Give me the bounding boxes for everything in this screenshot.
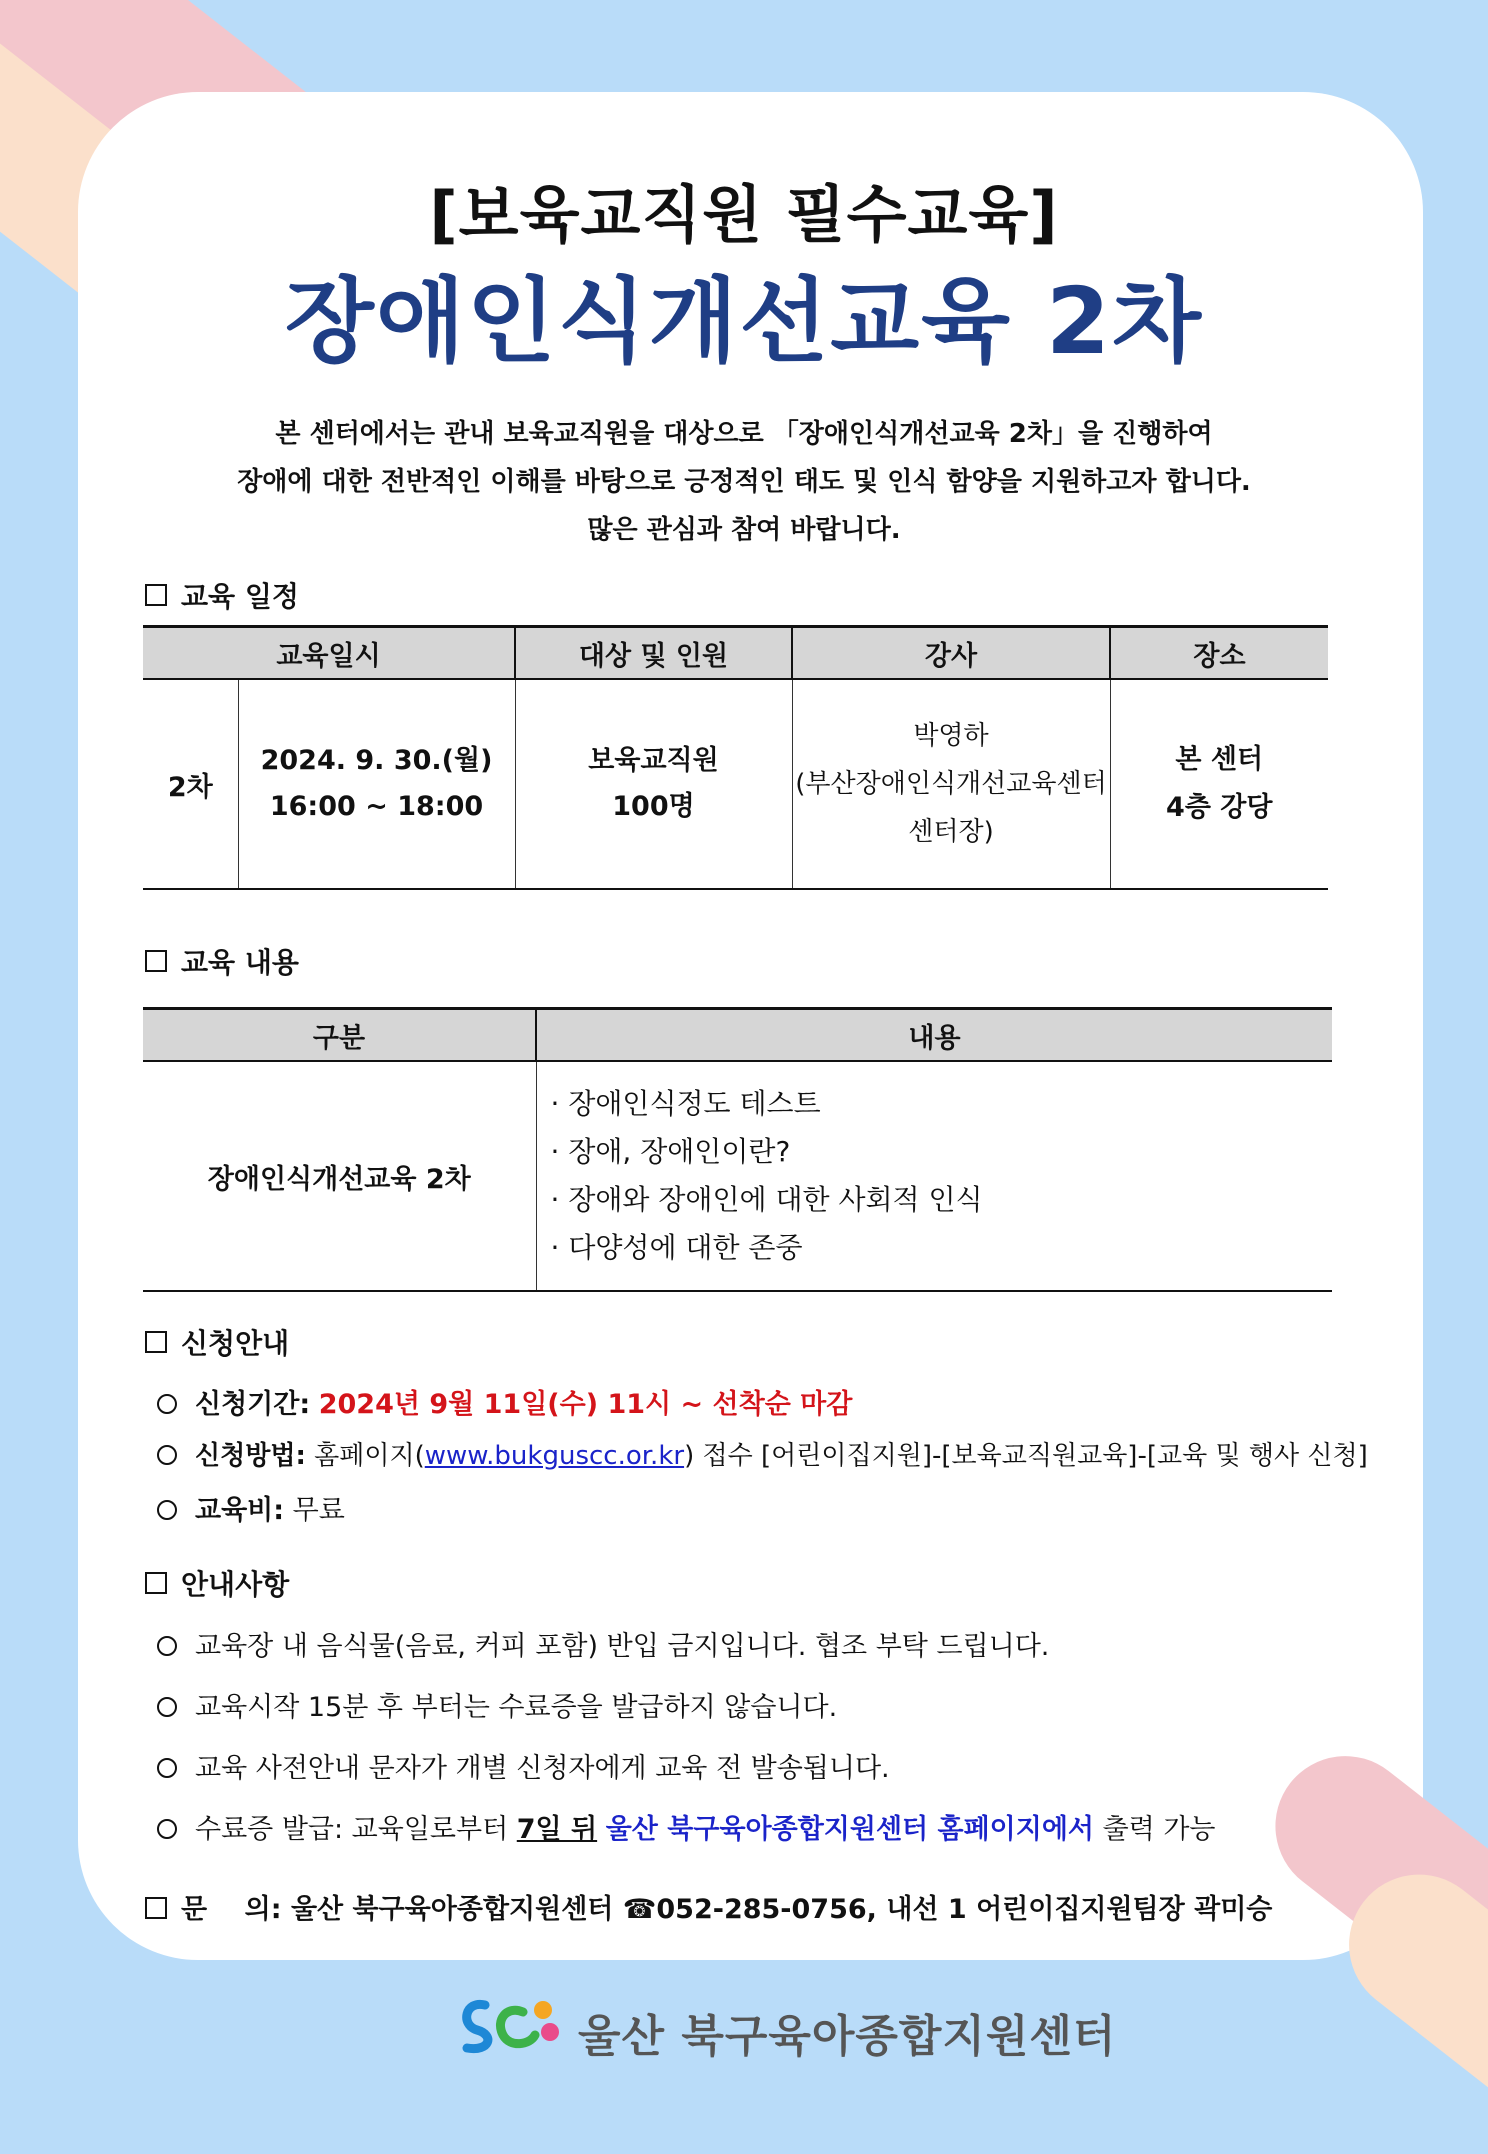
table-row <box>143 1061 1332 1291</box>
place-cell <box>1110 679 1328 889</box>
instructor-name: 박영하 <box>913 721 989 751</box>
intro-line: 많은 관심과 참여 바랍니다. <box>587 515 901 545</box>
instructor-org: (부산장애인식개선교육센터 <box>795 769 1107 799</box>
content-table <box>143 1007 1332 1292</box>
circle-bullet-icon <box>157 1697 177 1717</box>
col-header-target: 대상 및 인원 <box>515 627 792 680</box>
intro-paragraph <box>0 410 1488 554</box>
notice-item: 수료증 발급: 교육일로부터 7일 뒤 울산 북구육아종합지원센터 홈페이지에서 출력 가능 <box>157 1807 1216 1846</box>
square-bullet-icon <box>145 950 167 972</box>
list-item: · 장애, 장애인이란? <box>550 1135 791 1168</box>
application-method: 신청방법: 홈페이지(www.bukguscc.or.kr) 접수 [어린이집지원]-[보육교직원교육]-[교육 및 행사 신청] <box>157 1435 1368 1472</box>
col-header-instructor: 강사 <box>792 627 1110 680</box>
page-title: 장애인식개선교육 2차 <box>285 268 1203 375</box>
inquiry-contact: 울산 북구육아종합지원센터 ☎052-285-0756, 내선 1 어린이집지원팀장 곽미승 <box>290 1894 1273 1925</box>
list-item: · 장애와 장애인에 대한 사회적 인식 <box>550 1183 983 1216</box>
footer-org-name: 울산 북구육아종합지원센터 <box>578 2011 1117 2062</box>
count-value: 100명 <box>612 791 695 822</box>
notice-item: 교육 사전안내 문자가 개별 신청자에게 교육 전 발송됩니다. <box>157 1746 890 1785</box>
application-period: 신청기간: 2024년 9월 11일(수) 11시 ~ 선착순 마감 <box>157 1382 852 1421</box>
square-bullet-icon <box>145 1572 167 1594</box>
round-cell: 2차 <box>143 679 238 889</box>
instructor-title: 센터장) <box>908 817 994 847</box>
table-row <box>143 679 1328 889</box>
period-value: 2024년 9월 11일(수) 11시 ~ 선착순 마감 <box>318 1389 853 1420</box>
section-schedule-heading: 교육 일정 <box>145 575 299 615</box>
place-line: 4층 강당 <box>1166 792 1273 823</box>
schedule-table <box>143 625 1328 890</box>
square-bullet-icon <box>145 584 167 606</box>
notice-item: 교육시작 15분 후 부터는 수료증을 발급하지 않습니다. <box>157 1685 837 1724</box>
date-value: 2024. 9. 30.(월) <box>260 745 493 776</box>
list-item: · 장애인식정도 테스트 <box>550 1087 821 1120</box>
category-cell: 장애인식개선교육 2차 <box>143 1061 536 1291</box>
target-cell <box>515 679 792 889</box>
intro-line: 장애에 대한 전반적인 이해를 바탕으로 긍정적인 태도 및 인식 함양을 지원하고자 합니다. <box>237 467 1251 497</box>
center-logo-icon <box>455 1990 565 2060</box>
datetime-cell <box>238 679 515 889</box>
square-bullet-icon <box>145 1897 167 1919</box>
section-notice-heading: 안내사항 <box>145 1563 289 1603</box>
table-header-row <box>143 627 1328 680</box>
section-content-heading: 교육 내용 <box>145 941 299 981</box>
section-application-heading: 신청안내 <box>145 1322 289 1362</box>
application-fee: 교육비: 무료 <box>157 1488 345 1527</box>
col-header-datetime: 교육일시 <box>143 627 515 680</box>
col-header-category: 구분 <box>143 1009 536 1062</box>
notice-item: 교육장 내 음식물(음료, 커피 포함) 반입 금지입니다. 협조 부탁 드립니다. <box>157 1624 1049 1663</box>
circle-bullet-icon <box>157 1758 177 1778</box>
circle-bullet-icon <box>157 1445 177 1465</box>
instructor-cell <box>792 679 1110 889</box>
certificate-site: 울산 북구육아종합지원센터 홈페이지에서 <box>605 1814 1094 1845</box>
circle-bullet-icon <box>157 1636 177 1656</box>
circle-bullet-icon <box>157 1819 177 1839</box>
target-value: 보육교직원 <box>588 745 719 776</box>
square-bullet-icon <box>145 1331 167 1353</box>
circle-bullet-icon <box>157 1500 177 1520</box>
circle-bullet-icon <box>157 1394 177 1414</box>
time-value: 16:00 ~ 18:00 <box>269 791 484 822</box>
title-subheading: [보육교직원 필수교육] <box>429 178 1059 251</box>
list-item: · 다양성에 대한 존중 <box>550 1231 803 1264</box>
certificate-days: 7일 뒤 <box>516 1814 598 1845</box>
col-header-content: 내용 <box>536 1009 1332 1062</box>
website-link[interactable]: www.bukguscc.or.kr <box>424 1441 685 1471</box>
content-list-cell <box>536 1061 1332 1291</box>
place-line: 본 센터 <box>1175 744 1264 775</box>
inquiry-line: 문 의: 울산 북구육아종합지원센터 ☎052-285-0756, 내선 1 어린이집지원팀장 곽미승 <box>145 1887 1272 1926</box>
intro-line: 본 센터에서는 관내 보육교직원을 대상으로 「장애인식개선교육 2차」을 진행하여 <box>275 419 1213 449</box>
table-header-row <box>143 1009 1332 1062</box>
col-header-place: 장소 <box>1110 627 1328 680</box>
